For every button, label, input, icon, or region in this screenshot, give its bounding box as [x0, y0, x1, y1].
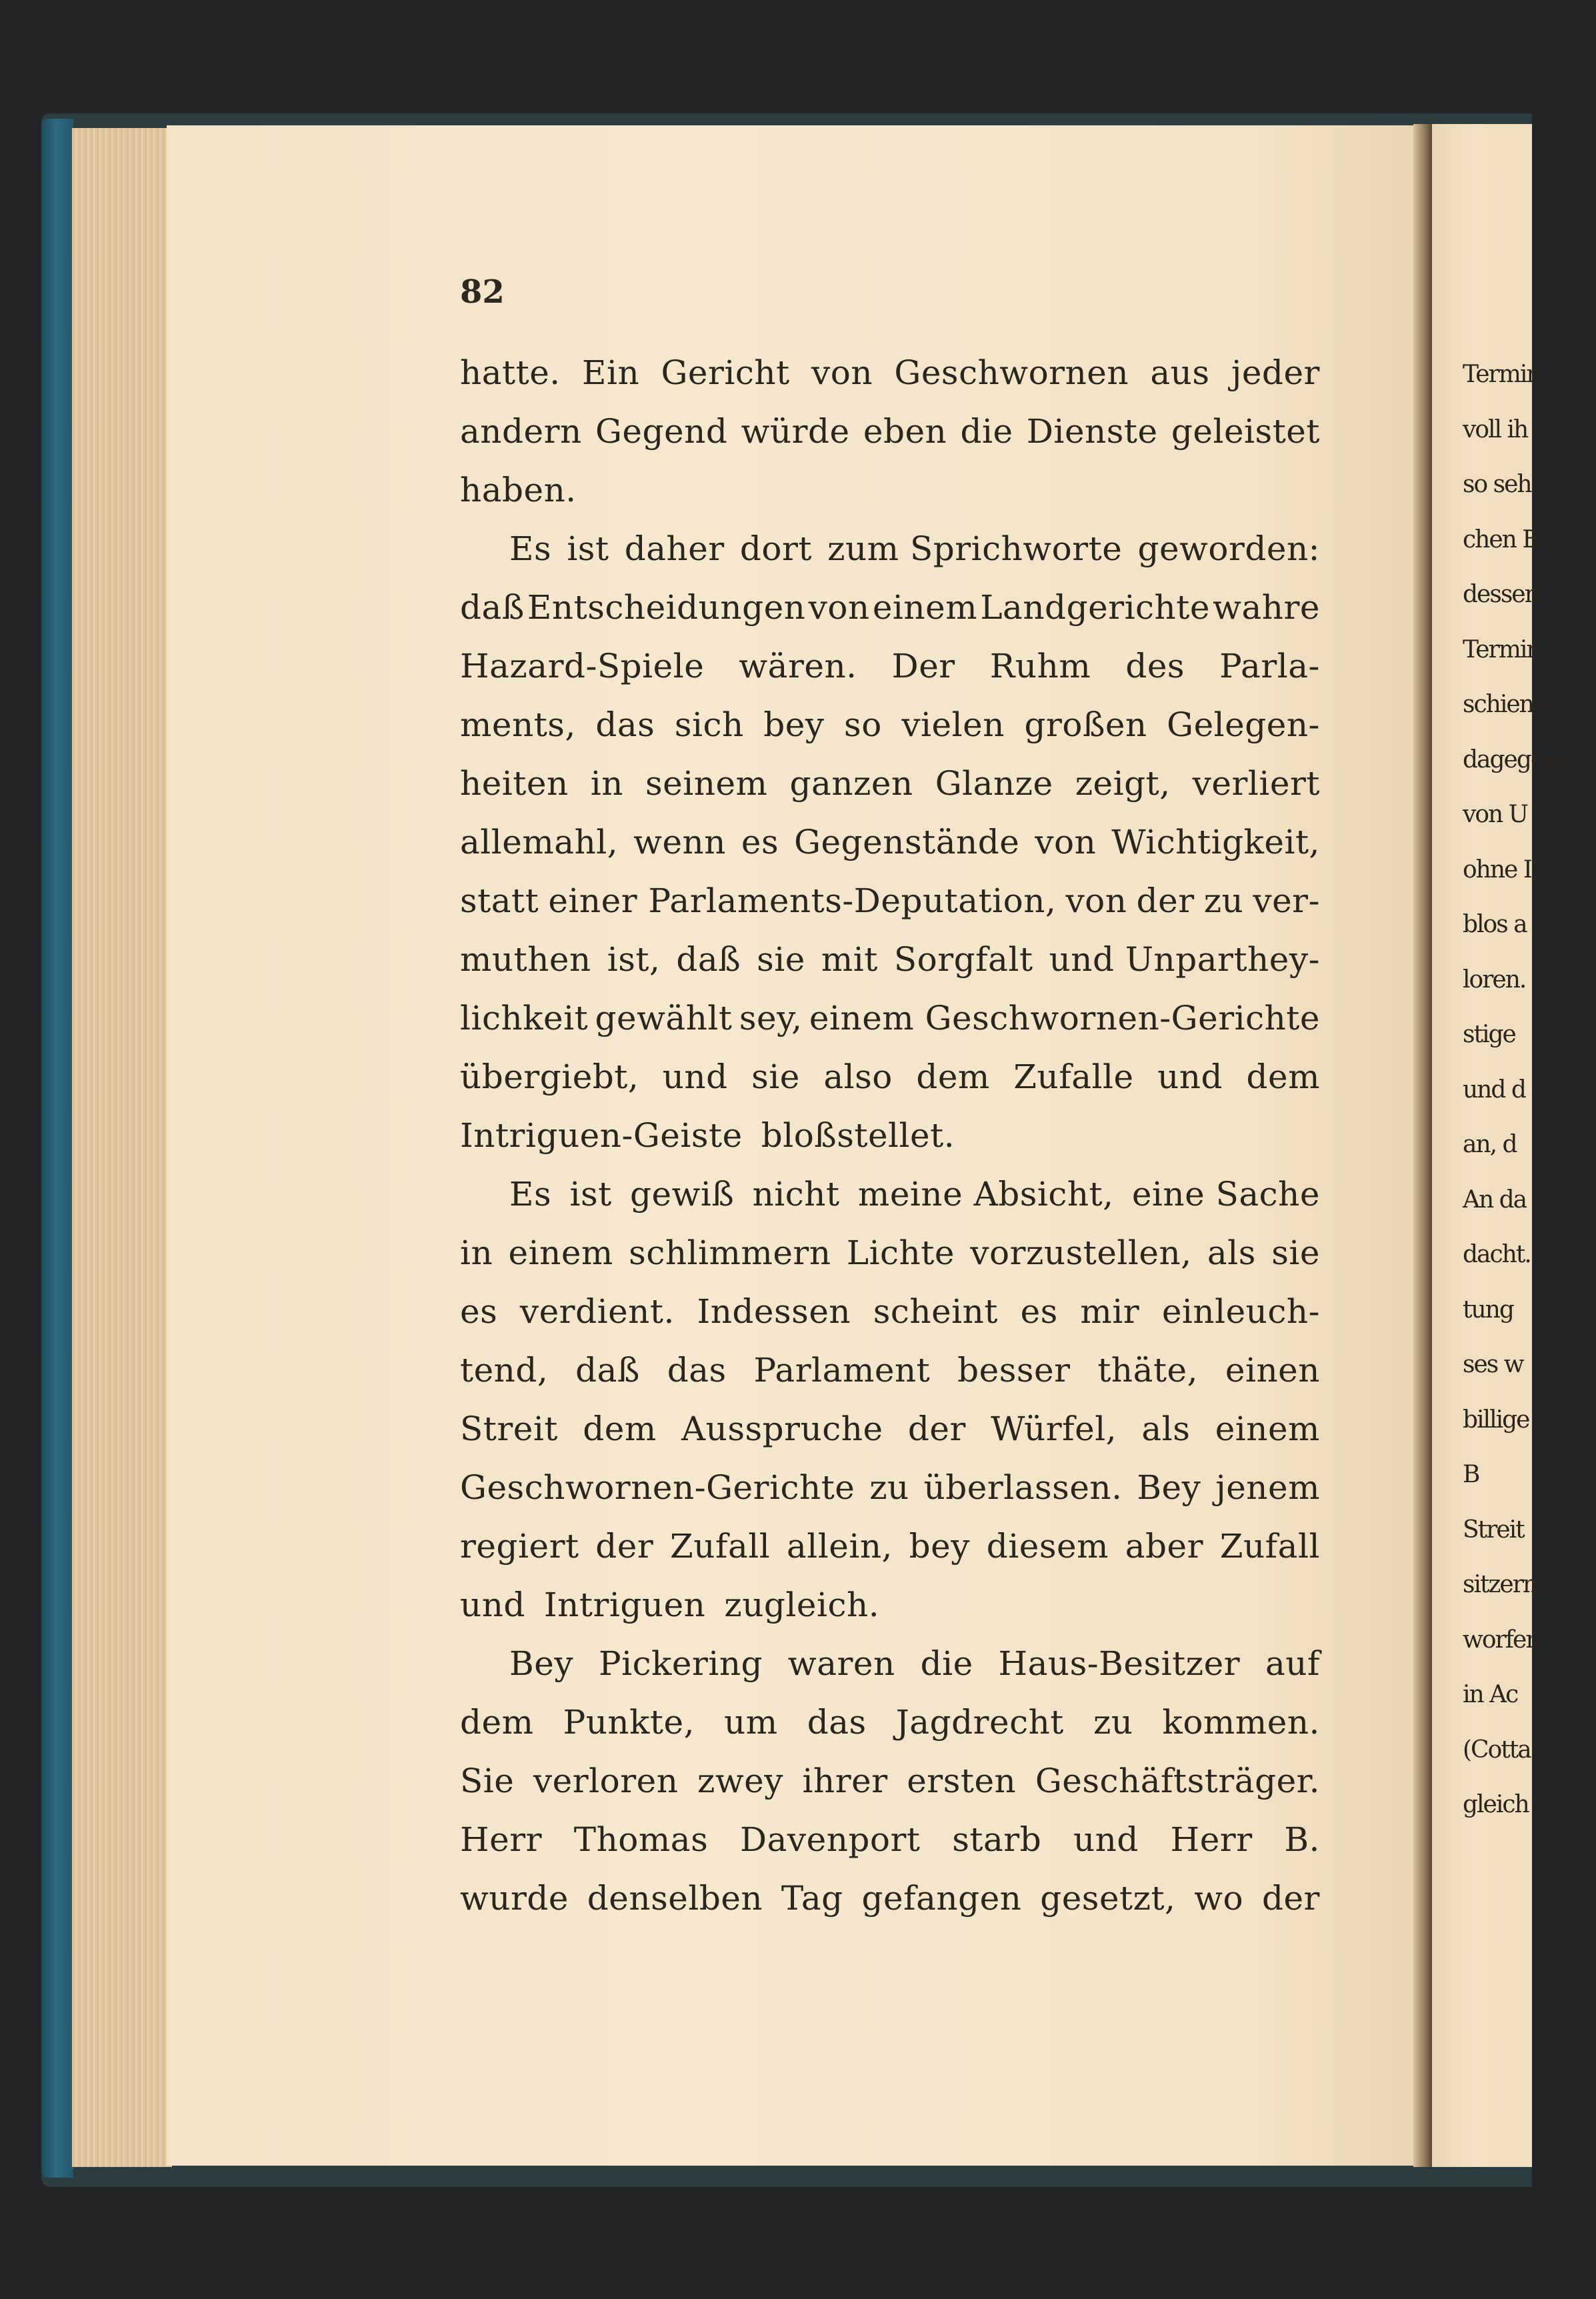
word: Gegenstände [794, 823, 1020, 861]
word: scheint [873, 1292, 998, 1331]
word: starb [952, 1820, 1042, 1859]
word: mit [821, 940, 878, 979]
word: Bey [1137, 1468, 1201, 1507]
word: wo [1194, 1879, 1244, 1918]
word: eine Sache [1131, 1175, 1320, 1214]
word: heiten [460, 764, 569, 803]
word: verloren [533, 1762, 679, 1800]
text-line [460, 1282, 1320, 1341]
word: seinem [645, 764, 768, 803]
word: Entscheidungen [527, 588, 806, 627]
word: und [662, 1057, 728, 1096]
word: allein, [786, 1527, 893, 1566]
word: Thomas [573, 1820, 709, 1859]
word: Punkte, [563, 1703, 695, 1742]
word: das [667, 1351, 727, 1390]
text-line [460, 519, 1320, 578]
text-line [460, 578, 1320, 637]
word: haben. [460, 471, 577, 509]
word: auf [1265, 1644, 1320, 1683]
word: lichkeit [460, 999, 589, 1037]
facing-page-line: und d [1463, 1075, 1525, 1103]
word: und Unparthey- [1049, 940, 1320, 979]
facing-page-line: so seh [1463, 471, 1531, 498]
facing-page-line: in Ac [1463, 1681, 1518, 1708]
facing-page-line: dessen [1463, 581, 1539, 608]
word: andern [460, 412, 582, 451]
word: aus [1150, 353, 1210, 392]
text-line [460, 637, 1320, 695]
facing-page-line: dacht. [1463, 1241, 1531, 1268]
word: überlassen. [923, 1468, 1123, 1507]
word: daher [624, 529, 725, 568]
word: daß [676, 940, 741, 979]
word: und [1073, 1820, 1139, 1859]
word: Geschwornen-Gerichte [460, 1468, 855, 1507]
word: zwey [697, 1762, 783, 1800]
word: einem [872, 588, 978, 627]
word: zu [1093, 1703, 1133, 1742]
text-line [460, 989, 1320, 1047]
word: zu [1203, 881, 1244, 920]
word: ihrer [802, 1762, 888, 1800]
word: gesetzt, [1040, 1879, 1176, 1918]
word: Intriguen [543, 1586, 706, 1624]
text-line [460, 1693, 1320, 1752]
word: Intriguen-Geiste [460, 1116, 743, 1155]
word: jeder [1231, 353, 1320, 392]
word: Jagdrecht [895, 1703, 1064, 1742]
page-stack-edge [72, 128, 172, 2167]
page-gutter [1413, 124, 1433, 2167]
word: Glanze [935, 764, 1053, 803]
page-number: 82 [460, 273, 505, 311]
facing-page-line: tung [1463, 1296, 1513, 1324]
word: zugleich. [724, 1586, 880, 1624]
word: Würfel, [991, 1410, 1117, 1448]
word: zum Sprichworte [827, 529, 1123, 568]
word: regiert [460, 1527, 579, 1566]
word: Lichte [846, 1234, 955, 1272]
word: die [960, 412, 1013, 451]
facing-page-line: billige [1463, 1406, 1529, 1434]
word: Gelegen- [1167, 705, 1320, 744]
word: denselben [587, 1879, 763, 1918]
facing-page-line: B [1463, 1461, 1479, 1488]
word: bey [763, 705, 825, 744]
word: Es [509, 1175, 552, 1214]
facing-page-line: gleich [1463, 1791, 1529, 1818]
text-line [460, 813, 1320, 871]
word: thäte, [1097, 1351, 1199, 1390]
word: Der [891, 647, 955, 685]
word: schlimmern [629, 1234, 831, 1272]
word: Ausspruche [681, 1410, 883, 1448]
word: B. [1284, 1820, 1320, 1859]
word: sie [1271, 1234, 1320, 1272]
word: zu [869, 1468, 909, 1507]
facing-page-line: ohne I [1463, 855, 1532, 883]
word: Herr [460, 1820, 542, 1859]
word: so [844, 705, 882, 744]
word: das [807, 1703, 867, 1742]
word: Wichtigkeit, [1111, 823, 1320, 861]
word: wären. [739, 647, 857, 685]
word: vorzustellen, [970, 1234, 1192, 1272]
facing-page-line: chen E [1463, 525, 1539, 553]
word: ersten [907, 1762, 1017, 1800]
word: kommen. [1162, 1703, 1320, 1742]
word: allemahl, [460, 823, 619, 861]
word: dem [916, 1057, 990, 1096]
word: sey, [739, 999, 803, 1037]
word: einem [508, 1234, 613, 1272]
word: ist [569, 1175, 612, 1214]
word: Gegend [595, 412, 728, 451]
facing-page-line: loren. [1463, 965, 1526, 993]
text-line [460, 1224, 1320, 1282]
text-line [460, 1576, 1320, 1634]
word: dort [739, 529, 812, 568]
word: einem [1215, 1410, 1320, 1448]
word: bey [909, 1527, 971, 1566]
word: vielen [901, 705, 1005, 744]
text-line [460, 1400, 1320, 1458]
word: einer Parlaments-Deputation, [548, 881, 1057, 920]
word: Davenport [739, 1820, 921, 1859]
text-line [460, 871, 1320, 930]
word: geleistet [1171, 412, 1320, 451]
word: die [920, 1644, 973, 1683]
facing-page-line: blos a [1463, 911, 1527, 938]
word: meine Absicht, [857, 1175, 1114, 1214]
word: von [811, 353, 873, 392]
word: ist, [607, 940, 661, 979]
facing-page-line: voll ih [1463, 415, 1528, 443]
word: von [808, 588, 870, 627]
word: Landgerichte [980, 588, 1210, 627]
word: als [1207, 1234, 1256, 1272]
text-line [460, 1458, 1320, 1517]
word: als [1141, 1410, 1191, 1448]
word: Geschäftsträger. [1035, 1762, 1320, 1800]
word: ganzen [789, 764, 913, 803]
word: ist [567, 529, 609, 568]
word: eben [863, 412, 947, 451]
word: Haus-Besitzer [998, 1644, 1241, 1683]
facing-page-line: stige [1463, 1021, 1515, 1048]
text-line [460, 461, 1320, 519]
word: Zufalle [1013, 1057, 1134, 1096]
text-line [460, 343, 1320, 402]
word: der [595, 1527, 654, 1566]
word: verliert [1192, 764, 1320, 803]
word: von [1065, 881, 1127, 920]
text-line [460, 1810, 1320, 1869]
word: tend, [460, 1351, 549, 1390]
word: dem [583, 1410, 657, 1448]
facing-page [1432, 124, 1558, 2167]
facing-page-line: (Cotta [1463, 1736, 1531, 1764]
word: Parlament [753, 1351, 931, 1390]
word: Ein [581, 353, 640, 392]
word: von [1035, 823, 1097, 861]
text-line [460, 1634, 1320, 1693]
word: großen [1024, 705, 1147, 744]
word: Parla- [1219, 647, 1320, 685]
text-line [460, 695, 1320, 754]
word: es [1020, 1292, 1058, 1331]
text-line [460, 930, 1320, 989]
word: verdient. [519, 1292, 675, 1331]
facing-page-line: ses w [1463, 1351, 1523, 1378]
word: Pickering [598, 1644, 763, 1683]
word: dem [1246, 1057, 1320, 1096]
word: ments, [460, 705, 576, 744]
word: würde [741, 412, 850, 451]
word: also [823, 1057, 893, 1096]
word: wahre [1213, 588, 1320, 627]
facing-page-line: Termin [1463, 635, 1541, 663]
text-line [460, 1106, 1320, 1165]
facing-page-line: Streit [1463, 1516, 1524, 1544]
word: der [1136, 881, 1195, 920]
word: es [460, 1292, 498, 1331]
word: Es [509, 529, 552, 568]
word: aber [1125, 1527, 1204, 1566]
word: des [1125, 647, 1185, 685]
facing-page-line: Termin [1463, 361, 1541, 388]
facing-page-line: an, d [1463, 1131, 1517, 1158]
word: gewiß [630, 1175, 735, 1214]
word: wurde [460, 1879, 569, 1918]
word: statt [460, 881, 539, 920]
text-line [460, 1752, 1320, 1810]
word: daß [575, 1351, 640, 1390]
word: wenn [633, 823, 726, 861]
word: einen [1225, 1351, 1320, 1390]
word: nicht [752, 1175, 840, 1214]
word: ver- [1253, 881, 1320, 920]
word: übergiebt, [460, 1057, 639, 1096]
word: Herr [1170, 1820, 1253, 1859]
word: einleuch- [1161, 1292, 1320, 1331]
word: geworden: [1137, 529, 1320, 568]
word: bloßstellet. [761, 1116, 955, 1155]
word: mir [1080, 1292, 1140, 1331]
word: sie [757, 940, 805, 979]
word: Zufall [670, 1527, 771, 1566]
facing-page-line: worfen [1463, 1626, 1540, 1654]
text-line [460, 1517, 1320, 1576]
word: Dienste [1026, 412, 1158, 451]
word: Ruhm [989, 647, 1091, 685]
word: das [595, 705, 655, 744]
word: sie [751, 1057, 800, 1096]
word: in [590, 764, 623, 803]
word: und [460, 1586, 525, 1624]
word: um [724, 1703, 778, 1742]
word: es [741, 823, 779, 861]
word: Zufall [1219, 1527, 1320, 1566]
text-line [460, 402, 1320, 461]
word: Sorgfalt [893, 940, 1033, 979]
word: hatte. [460, 353, 561, 392]
word: jenem [1215, 1468, 1320, 1507]
word: Gericht [661, 353, 790, 392]
word: waren [787, 1644, 895, 1683]
word: der [1261, 1879, 1320, 1918]
facing-page-line: sitzern, [1463, 1571, 1543, 1598]
word: muthen [460, 940, 591, 979]
text-line [460, 754, 1320, 813]
word: dem [460, 1703, 534, 1742]
word: besser [957, 1351, 1071, 1390]
facing-page-line: von U [1463, 801, 1527, 828]
text-line [460, 1165, 1320, 1224]
word: sich [674, 705, 744, 744]
text-line [460, 1341, 1320, 1400]
word: Tag [781, 1879, 843, 1918]
facing-page-line: An da [1463, 1186, 1527, 1214]
facing-page-line: schiener [1463, 691, 1557, 718]
word: diesem [986, 1527, 1109, 1566]
page-text [460, 343, 1320, 1928]
text-line [460, 1047, 1320, 1106]
word: Streit [460, 1410, 558, 1448]
word: Geschwornen [894, 353, 1129, 392]
word: daß [460, 588, 525, 627]
facing-page-line: dagegen [1463, 745, 1558, 773]
word: gewählt [595, 999, 733, 1037]
book-spine-edge [41, 119, 73, 2178]
word: zeigt, [1075, 764, 1171, 803]
word: Indessen [697, 1292, 851, 1331]
word: Sie [460, 1762, 515, 1800]
word: einem Geschwornen-Gerichte [809, 999, 1320, 1037]
word: Bey [509, 1644, 574, 1683]
word: gefangen [861, 1879, 1022, 1918]
text-line [460, 1869, 1320, 1928]
word: und [1157, 1057, 1223, 1096]
word: der [907, 1410, 966, 1448]
word: Hazard-Spiele [460, 647, 705, 685]
word: in [460, 1234, 493, 1272]
